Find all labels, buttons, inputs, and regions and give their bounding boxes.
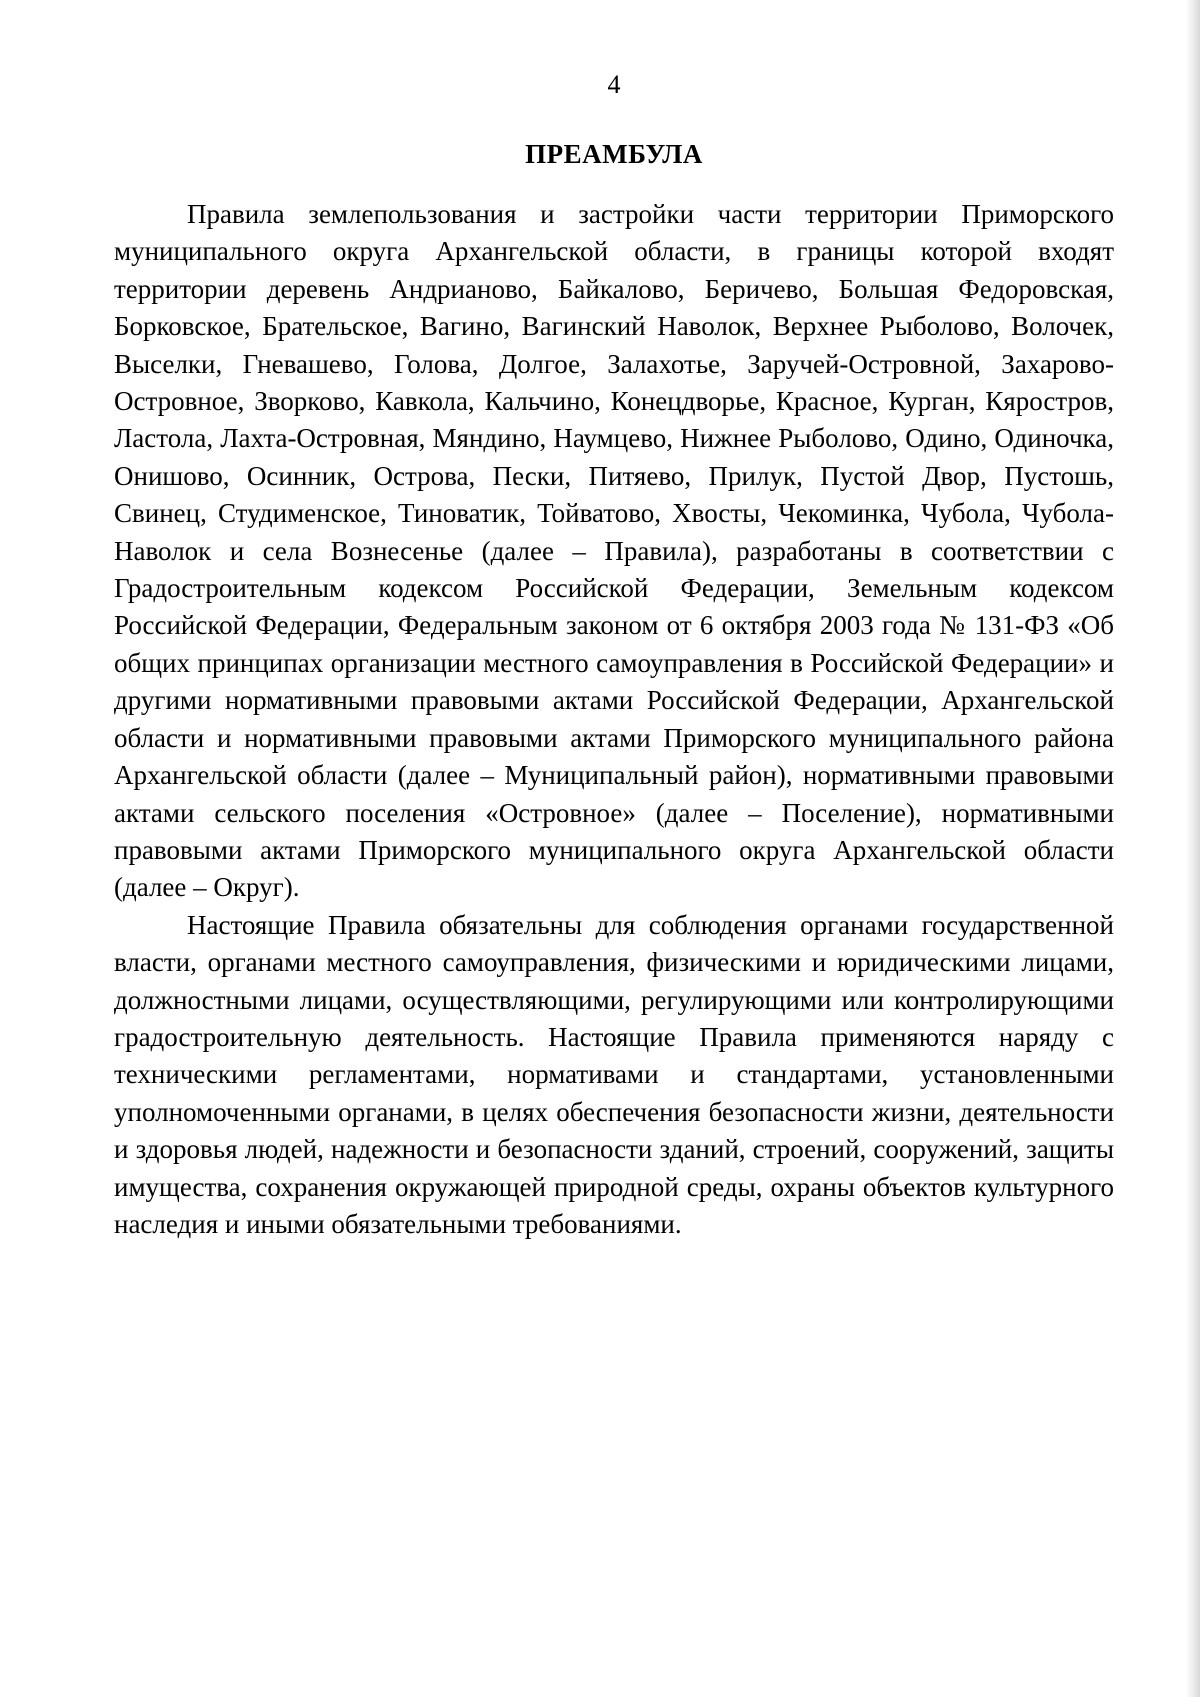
body-text bbox=[114, 196, 1114, 1243]
page-edge-shadow bbox=[1186, 0, 1200, 1697]
paragraph-2: Настоящие Правила обязательны для соблюдения органами государственной власти, органами местного самоуправления, физическими и юридическими лицами, должностными лицами, осуществляющими, регулирующими или контролирующими градостроительную деятельность. Настоящие Правила применяются наряду с техническими регламентами, нормативами и стандартами, установленными уполномоченными органами, в целях обеспечения безопасности жизни, деятельности и здоровья людей, надежности и безопасности зданий, строений, сооружений, защиты имущества, сохранения окружающей природной среды, охраны объектов культурного наследия и иными обязательными требованиями. bbox=[114, 909, 1114, 1239]
section-heading: ПРЕАМБУЛА bbox=[525, 139, 703, 169]
page-number: 4 bbox=[607, 70, 621, 99]
paragraph-1: Правила землепользования и застройки части территории Приморского муниципального округа Архангельской области, в границы которой входят территории деревень Андрианово, Байкалово, Беричево, Большая Федоровская, Борковское, Брательское, Вагино, Вагинский Наволок, Верхнее Рыболово, Волочек, Выселки, Гневашево, Голова, Долгое, Залахотье, Заручей-Островной, Захарово-Островное, Зворково, Кавкола, Кальчино, Конецдворье, Красное, Курган, Кяростров, Ластола, Лахта-Островная, Мяндино, Наумцево, Нижнее Рыболово, Одино, Одиночка, Онишово, Осинник, Острова, Пески, Питяево, Прилук, Пустой Двор, Пустошь, Свинец, Студименское, Тиноватик, Тойватово, Хвосты, Чекоминка, Чубола, Чубола-Наволок и села Вознесенье (далее – Правила), разработаны в соответствии с Градостроительным кодексом Российской Федерации, Земельным кодексом Российской Федерации, Федеральным законом от 6 октября 2003 года № 131-ФЗ «Об общих принципах организации местного самоуправления в Российской Федерации» и другими нормативными правовыми актами Российской Федерации, Архангельской области и нормативными правовыми актами Приморского муниципального района Архангельской области (далее – Муниципальный район), нормативными правовыми актами сельского поселения «Островное» (далее – Поселение), нормативными правовыми актами Приморского муниципального округа Архангельской области (далее – Округ). bbox=[114, 199, 1114, 903]
